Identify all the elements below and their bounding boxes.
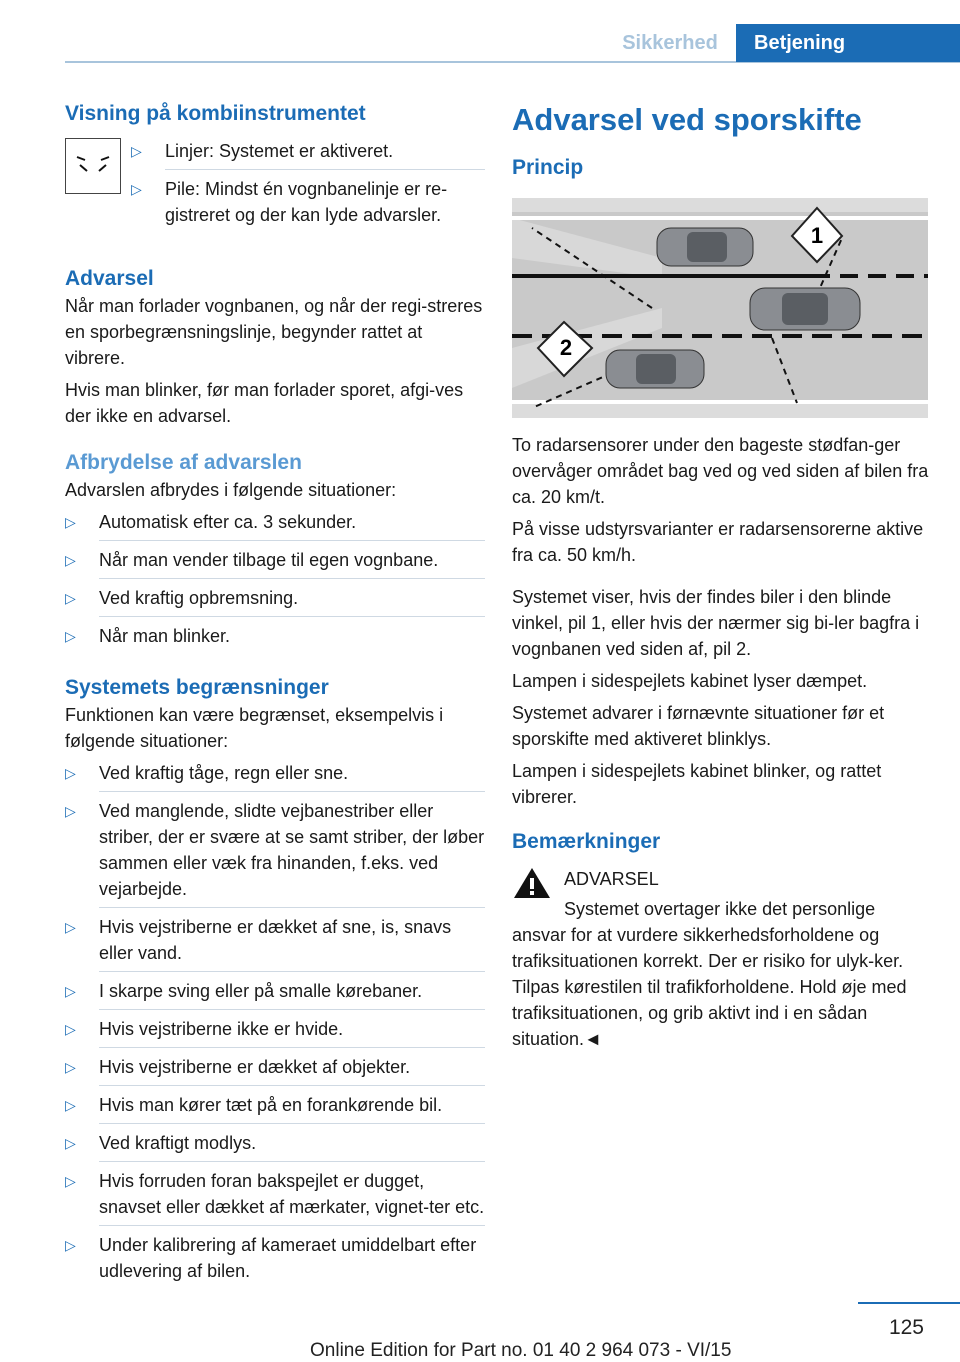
list-item: ▷ Ved manglende, slidte vejbanestriber eller striber, der er svære at se samt striber, der løber sammen eller væk fra hinanden, f.eks. ved vejarbejde. <box>65 798 485 914</box>
lane-lines-icon <box>65 138 121 194</box>
list-item: ▷ Ved kraftigt modlys. <box>65 1130 485 1168</box>
display-heading: Visning på kombiinstrumentet <box>65 102 366 125</box>
lane-change-illustration <box>512 198 928 418</box>
note-first-line: Systemet overtager ikke det personlige <box>564 899 876 919</box>
principle-heading: Princip <box>512 156 584 179</box>
warning-paragraph-1: Når man forlader vognbanen, og når der regi-streres en sporbegrænsningslinje, begynder rattet at vibrere. <box>65 296 483 368</box>
note-title: ADVARSEL <box>564 869 659 889</box>
list-item: ▷ Hvis vejstriberne er dækket af sne, is, snavs eller vand. <box>65 914 485 978</box>
right-column <box>512 100 932 1052</box>
limits-intro: Funktionen kan være begrænset, eksempelvis i følgende situationer: <box>65 705 444 751</box>
list-item: ▷ Hvis man kører tæt på en forankørende bil. <box>65 1092 485 1130</box>
page-number: 125 <box>888 1316 924 1339</box>
display-block <box>65 138 485 239</box>
notes-heading: Bemærkninger <box>512 830 661 853</box>
list-item: ▷ Hvis vejstriberne ikke er hvide. <box>65 1016 485 1054</box>
warning-paragraph-2: Hvis man blinker, før man forlader sporet, afgi-ves der ikke en advarsel. <box>65 380 464 426</box>
edition-note: Online Edition for Part no. 01 40 2 964 073 - VI/15 <box>310 1340 732 1361</box>
car <box>606 350 704 388</box>
note-body: ansvar for at vurdere sikkerhedsforholdene og trafiksituationen korrekt. Der er risiko for ulyk-ker. Tilpas kørestilen til trafikforholdene. Hold øje med trafiksituationen, og grib aktivt ind i en sådan situation.◄ <box>512 925 907 1049</box>
radar-paragraph: To radarsensorer under den bageste stødfan-ger overvåger området bag ved og ved siden af bilen fra ca. 20 km/t. <box>512 435 929 507</box>
car <box>750 288 860 330</box>
car <box>657 228 753 266</box>
warning-note <box>512 866 932 922</box>
list-item: ▷ Når man vender tilbage til egen vognbane. <box>65 547 485 585</box>
warning-heading: Advarsel <box>65 267 154 290</box>
list-item: ▷ Når man blinker. <box>65 626 231 646</box>
list-item: ▷ Hvis forruden foran bakspejlet er dugget, snavset eller dækket af mærkater, vignet-ter etc. <box>65 1168 485 1232</box>
svg-text:1: 1 <box>810 223 824 248</box>
warning-triangle-icon <box>512 866 552 900</box>
interrupt-intro: Advarslen afbrydes i følgende situationer: <box>65 480 397 500</box>
list-item: ▷ Pile: Mindst én vognbanelinje er re-gistreret og der kan lyde advarsler. <box>131 179 448 225</box>
tab-betjening[interactable]: Betjening <box>736 24 960 62</box>
limits-heading: Systemets begrænsninger <box>65 676 329 699</box>
list-item: ▷ Automatisk efter ca. 3 sekunder. <box>65 509 485 547</box>
left-column <box>65 100 485 1295</box>
blind-spot-paragraph: Systemet viser, hvis der findes biler i den blinde vinkel, pil 1, eller hvis der nærmer sig bi-ler bagfra i vognbanen ved siden af, pil 2. <box>512 587 920 659</box>
page-title: Advarsel ved sporskifte <box>512 102 862 137</box>
mirror-lamp-dim: Lampen i sidespejlets kabinet lyser dæmpet. <box>512 671 868 691</box>
list-item: ▷ Linjer: Systemet er aktiveret. <box>131 138 485 176</box>
list-item: ▷ Ved kraftig tåge, regn eller sne. <box>65 760 485 798</box>
list-item: ▷ Hvis vejstriberne er dækket af objekter. <box>65 1054 485 1092</box>
interrupt-heading: Afbrydelse af advarslen <box>65 451 302 474</box>
limits-list <box>65 760 485 1295</box>
radar-variant-paragraph: På visse udstyrsvarianter er radarsensorerne aktive fra ca. 50 km/h. <box>512 519 924 565</box>
mirror-lamp-flash: Lampen i sidespejlets kabinet blinker, og rattet vibrerer. <box>512 761 882 807</box>
interrupt-list <box>65 509 485 660</box>
svg-text:2: 2 <box>559 335 573 360</box>
list-item: ▷ I skarpe sving eller på smalle kørebaner. <box>65 978 485 1016</box>
list-item: ▷ Ved kraftig opbremsning. <box>65 585 485 623</box>
display-list <box>131 138 485 239</box>
system-warning-paragraph: Systemet advarer i førnævnte situationer før et sporskifte med aktiveret blinklys. <box>512 703 885 749</box>
list-item: ▷ Under kalibrering af kameraet umiddelbart efter udlevering af bilen. <box>65 1235 477 1281</box>
tab-sikkerhed[interactable]: Sikkerhed <box>622 32 718 54</box>
footer-rule <box>858 1302 960 1304</box>
